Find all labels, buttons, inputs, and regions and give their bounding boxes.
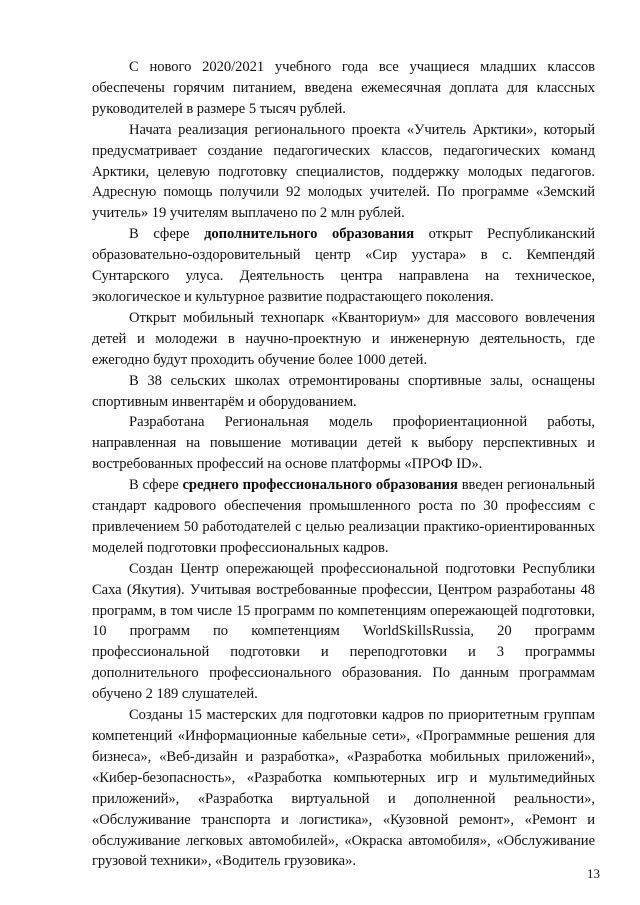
emphasis-additional-education: дополнительного образования bbox=[204, 226, 415, 243]
paragraph-arctic-teacher: Начата реализация регионального проекта «Учитель Арктики», который предусматривает создание педагогических классов, педагогических команд Арктики, целевую подготовку специалистов, поддержку молодых педагогов. Адресную помощь получили 92 молодых учителей. По программе «Земский учитель» 19 учителям выплачено по 2 млн рублей. bbox=[92, 121, 595, 222]
document-page bbox=[92, 57, 595, 872]
paragraph-lead-text: В сфере bbox=[129, 226, 205, 243]
paragraph-sports-halls: В 38 сельских школах отремонтированы спортивные залы, оснащены спортивным инвентарём и оборудованием. bbox=[92, 372, 595, 410]
paragraph-body-text: открыт Республиканский образовательно-оздоровительный центр «Сир уустара» в с. Кемпендяй Сунтарского улуса. Деятельность центра направлена на техническое, экологическое и культурное развитие подрастающего поколения. bbox=[92, 226, 595, 305]
page-number: 13 bbox=[587, 866, 600, 881]
paragraph-school-meals: С нового 2020/2021 учебного года все учащиеся младших классов обеспечены горячим питанием, введена ежемесячная доплата для классных руководителей в размере 5 тысяч рублей. bbox=[92, 59, 595, 117]
paragraph-training-center: Создан Центр опережающей профессиональной подготовки Республики Саха (Якутия). Учитывая востребованные профессии, Центром разработаны 48 программ, в том числе 15 программ по компетенциям опережающей подготовки, 10 программ по компетенциям WorldSkillsRussia, 20 программ профессиональной подготовки и переподготовки и 3 программы дополнительного профессионального образования. По данным программам обучено 2 189 слушателей. bbox=[92, 560, 595, 703]
paragraph-workshops: Созданы 15 мастерских для подготовки кадров по приоритетным группам компетенций «Информационные кабельные сети», «Программные решения для бизнеса», «Веб-дизайн и разработка», «Разработка мобильных приложений», «Кибер-безопасность», «Разработка компьютерных игр и мультимедийных приложений», «Разработка виртуальной и дополненной реальности», «Обслуживание транспорта и логистика», «Кузовной ремонт», «Ремонт и обслуживание легковых автомобилей», «Окраска автомобиля», «Обслуживание грузовой техники», «Водитель грузовика». bbox=[92, 707, 595, 870]
paragraph-quantorium: Открыт мобильный технопарк «Кванториум» для массового вовлечения детей и молодежи в научно-проектную и инженерную деятельность, где ежегодно будут проходить обучение более 1000 детей. bbox=[92, 309, 595, 368]
paragraph-career-guidance: Разработана Региональная модель профориентационной работы, направленная на повышение мотивации детей к выбору перспективных и востребованных профессий на основе платформы «ПРОФ ID». bbox=[92, 414, 595, 473]
paragraph-additional-education bbox=[92, 224, 595, 308]
emphasis-vocational-education: среднего профессионального образования bbox=[182, 477, 458, 494]
paragraph-lead-text: В сфере bbox=[129, 477, 183, 494]
paragraph-body-text: введен региональный стандарт кадрового обеспечения промышленного роста по 30 профессиям с привлечением 50 работодателей с целью реализации практико-ориентированных моделей подготовки профессиональных кадров. bbox=[92, 477, 595, 556]
paragraph-vocational-education bbox=[92, 475, 595, 559]
